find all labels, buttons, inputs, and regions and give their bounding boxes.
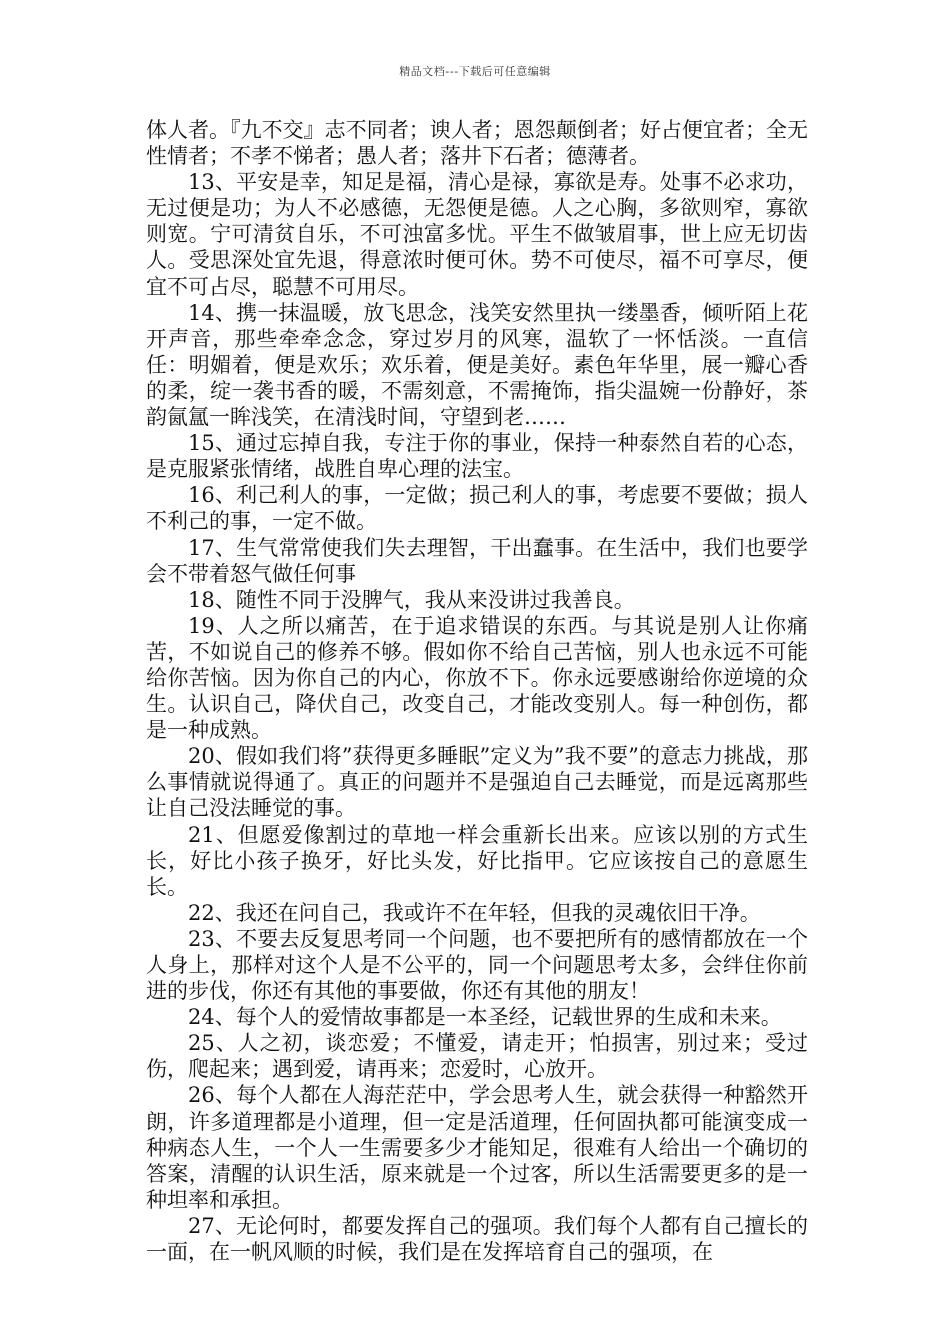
paragraph-15: 15、通过忘掉自我，专注于你的事业，保持一种泰然自若的心态，是克服紧张情绪，战胜自卑心理的法宝。 bbox=[146, 431, 808, 482]
paragraph-18: 18、随性不同于没脾气，我从来没讲过我善良。 bbox=[188, 587, 635, 612]
paragraph-26: 26、每个人都在人海茫茫中，学会思考人生，就会获得一种豁然开朗，许多道理都是小道理，但一定是活道理，任何固执都可能演变成一种病态人生，一个人一生需要多少才能知足，很难有人给出一个确切的答案，清醒的认识生活，原来就是一个过客，所以生活需要更多的是一种坦率和承担。 bbox=[146, 1083, 808, 1212]
paragraph-22: 22、我还在问自己，我或许不在年轻，但我的灵魂依旧干净。 bbox=[188, 900, 761, 925]
paragraph-19: 19、人之所以痛苦，在于追求错误的东西。与其说是别人让你痛苦，不如说自己的修养不够。假如你不给自己苦恼，别人也永远不可能给你苦恼。因为你自己的内心，你放不下。你永远要感谢给你逆境的众生。认识自己，降伏自己，改变自己，才能改变别人。每一种创伤，都是一种成熟。 bbox=[146, 613, 808, 743]
paragraph-27: 27、无论何时，都要发挥自己的强项。我们每个人都有自己擅长的一面，在一帆风顺的时候，我们是在发挥培育自己的强项，在 bbox=[146, 1213, 808, 1265]
paragraph-16: 16、利己利人的事，一定做；损己利人的事，考虑要不要做；损人不利己的事，一定不做。 bbox=[146, 483, 808, 534]
paragraph-continuation: 体人者。『九不交』志不同者；谀人者；恩怨颠倒者；好占便宜者；全无性情者；不孝不悌者；愚人者；落井下石者；德薄者。 bbox=[146, 118, 808, 169]
paragraph-17: 17、生气常常使我们失去理智，干出蠢事。在生活中，我们也要学会不带着怒气做任何事 bbox=[146, 535, 808, 586]
paragraph-13: 13、平安是幸，知足是福，清心是禄，寡欲是寿。处事不必求功，无过便是功；为人不必感德，无怨便是德。人之心胸，多欲则窄，寡欲则宽。宁可清贫自乐，不可浊富多忧。平生不做皱眉事，世上应无切齿人。受思深处宜先退，得意浓时便可休。势不可使尽，福不可享尽，便宜不可占尽，聪慧不可用尽。 bbox=[146, 170, 808, 299]
paragraph-14: 14、携一抹温暖，放飞思念，浅笑安然里执一缕墨香，倾听陌上花开声音，那些牵牵念念，穿过岁月的风寒，温软了一怀恬淡。一直信任：明媚着，便是欢乐；欢乐着，便是美好。素色年华里，展一瓣心香的柔，绽一袭书香的暖，不需刻意，不需掩饰，指尖温婉一份静好，茶韵氤氲一眸浅笑，在清浅时间，守望到老…… bbox=[146, 300, 808, 430]
document-body bbox=[146, 117, 808, 1265]
paragraph-23: 23、不要去反复思考同一个问题，也不要把所有的感情都放在一个人身上，那样对这个人是不公平的，同一个问题思考太多，会绊住你前进的步伐，你还有其他的事要做，你还有其他的朋友！ bbox=[146, 926, 808, 1004]
page-header: 精品文档---下载后可任意编辑 bbox=[399, 65, 551, 78]
paragraph-25: 25、人之初，谈恋爱；不懂爱，请走开；怕损害，别过来；受过伤，爬起来；遇到爱，请再来；恋爱时，心放开。 bbox=[146, 1031, 808, 1082]
paragraph-24: 24、每个人的爱情故事都是一本圣经，记载世界的生成和未来。 bbox=[188, 1005, 782, 1030]
paragraph-20: 20、假如我们将”获得更多睡眠”定义为”我不要”的意志力挑战，那么事情就说得通了。真正的问题并不是强迫自己去睡觉，而是远离那些让自己没法睡觉的事。 bbox=[146, 744, 808, 821]
paragraph-21: 21、但愿爱像割过的草地一样会重新长出来。应该以别的方式生长，好比小孩子换牙，好比头发，好比指甲。它应该按自己的意愿生长。 bbox=[146, 822, 808, 899]
